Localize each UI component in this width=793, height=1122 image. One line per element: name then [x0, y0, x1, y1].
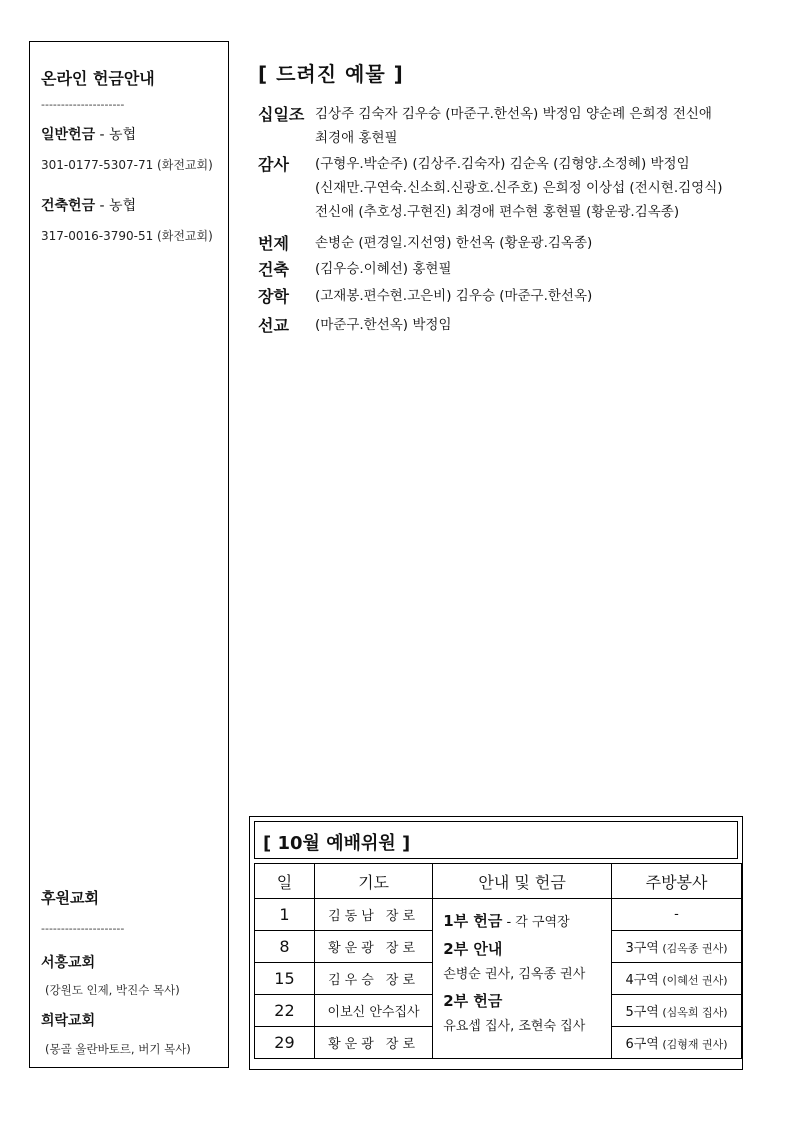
- offering-line: (구형우.박순주) (김상주.김숙자) 김순옥 (김형양.소정혜) 박정임: [315, 156, 690, 172]
- day-cell: 8: [255, 931, 315, 963]
- kitchen-cell: [612, 963, 742, 995]
- offering-label: 번제: [258, 234, 289, 253]
- sidebar-panel: [29, 41, 229, 1068]
- day-cell: 29: [255, 1027, 315, 1059]
- duty-title-box: [254, 821, 738, 859]
- kitchen-cell: [612, 899, 742, 931]
- offering-label: 십일조: [258, 105, 305, 124]
- prayer-cell: 황운광 장로: [314, 1027, 432, 1059]
- second-service-guide: [443, 939, 611, 985]
- offering-names: [315, 313, 735, 337]
- guide-detail: 손병순 권사, 김옥종 권사: [443, 967, 586, 982]
- church-name: 희락교회: [41, 1013, 96, 1029]
- offering-label: 선교: [258, 316, 289, 335]
- first-service-offering: [443, 911, 611, 933]
- church-note: (강원도 인제, 박진수 목사): [45, 983, 180, 997]
- church-note: (몽골 울란바토르, 버기 목사): [45, 1042, 191, 1056]
- building-offering-label: 건축헌금: [41, 198, 96, 214]
- prayer-cell: 김우승 장로: [314, 963, 432, 995]
- day-cell: 15: [255, 963, 315, 995]
- support-churches-title: 후원교회: [41, 889, 99, 907]
- column-header: 안내 및 헌금: [433, 864, 612, 899]
- general-offering-bank: - 농협: [95, 127, 137, 143]
- offering-label: 장학: [258, 287, 289, 306]
- offering-names: [315, 257, 735, 281]
- kitchen-leader: (김형재 권사): [658, 1038, 728, 1051]
- kitchen-group: 5구역: [625, 1005, 659, 1020]
- table-header-row: [255, 864, 742, 899]
- worship-duty-panel: [249, 816, 743, 1070]
- prayer-cell: 이보신 안수집사: [314, 995, 432, 1027]
- prayer-cell: 김동남 장로: [314, 899, 432, 931]
- kitchen-group: 3구역: [625, 941, 659, 956]
- guide-detail: 유요셉 집사, 조현숙 집사: [443, 1019, 586, 1034]
- building-offering-account: 317-0016-3790-51 (화전교회): [41, 229, 213, 243]
- second-service-offering: [443, 991, 611, 1037]
- offering-label: 건축: [258, 260, 289, 279]
- kitchen-cell: [612, 995, 742, 1027]
- kitchen-cell: [612, 1027, 742, 1059]
- offering-line: (마준구.한선옥) 박정임: [315, 317, 452, 333]
- guide-label: 2부 헌금: [443, 992, 503, 1010]
- general-offering-label: 일반헌금: [41, 127, 96, 143]
- offering-line: (고재봉.편수현.고은비) 김우승 (마준구.한선옥): [315, 288, 593, 304]
- general-offering-account: 301-0177-5307-71 (화전교회): [41, 158, 213, 172]
- building-offering-heading: [41, 195, 136, 215]
- table-row: [255, 899, 742, 931]
- kitchen-cell: [612, 931, 742, 963]
- kitchen-leader: (이혜선 권사): [658, 974, 728, 987]
- general-offering-heading: [41, 124, 136, 144]
- building-offering-bank: - 농협: [95, 198, 137, 214]
- column-header: 일: [255, 864, 315, 899]
- column-header: 주방봉사: [612, 864, 742, 899]
- column-header: 기도: [314, 864, 432, 899]
- kitchen-leader: (심옥희 집사): [658, 1006, 728, 1019]
- guide-label: 1부 헌금: [443, 912, 503, 930]
- kitchen-leader: (김옥종 권사): [658, 942, 728, 955]
- divider: ---------------------: [41, 922, 125, 935]
- kitchen-group: 4구역: [625, 973, 659, 988]
- offerings-title: [ 드려진 예물 ]: [258, 62, 404, 86]
- kitchen-group: -: [674, 907, 679, 922]
- offering-label: 감사: [258, 155, 289, 174]
- online-offering-title: 온라인 헌금안내: [41, 69, 155, 88]
- offering-line: 최경애 홍현필: [315, 130, 398, 146]
- offering-line: (김우승.이혜선) 홍현필: [315, 261, 452, 277]
- divider: ---------------------: [41, 98, 125, 111]
- church-name: 서홍교회: [41, 955, 96, 971]
- offering-line: 김상주 김숙자 김우승 (마준구.한선옥) 박정임 양순례 은희정 전신애: [315, 106, 712, 122]
- prayer-cell: 황운광 장로: [314, 931, 432, 963]
- day-cell: 22: [255, 995, 315, 1027]
- offering-names: [315, 152, 735, 224]
- offering-names: [315, 284, 735, 308]
- guide-offering-cell: [433, 899, 612, 1059]
- offering-names: [315, 102, 735, 150]
- offering-line: 전신애 (추호성.구현진) 최경애 편수현 홍현필 (황운광.김옥종): [315, 204, 680, 220]
- guide-detail: - 각 구역장: [502, 915, 570, 930]
- duty-title: [ 10월 예배위원 ]: [263, 833, 411, 854]
- offering-line: (신재만.구연숙.신소희.신광호.신주호) 은희정 이상섭 (전시현.김영식): [315, 180, 723, 196]
- duty-table: [254, 863, 742, 1059]
- offering-names: [315, 231, 735, 255]
- kitchen-group: 6구역: [625, 1037, 659, 1052]
- day-cell: 1: [255, 899, 315, 931]
- offering-line: 손병순 (편경일.지선영) 한선옥 (황운광.김옥종): [315, 235, 593, 251]
- guide-label: 2부 안내: [443, 940, 503, 958]
